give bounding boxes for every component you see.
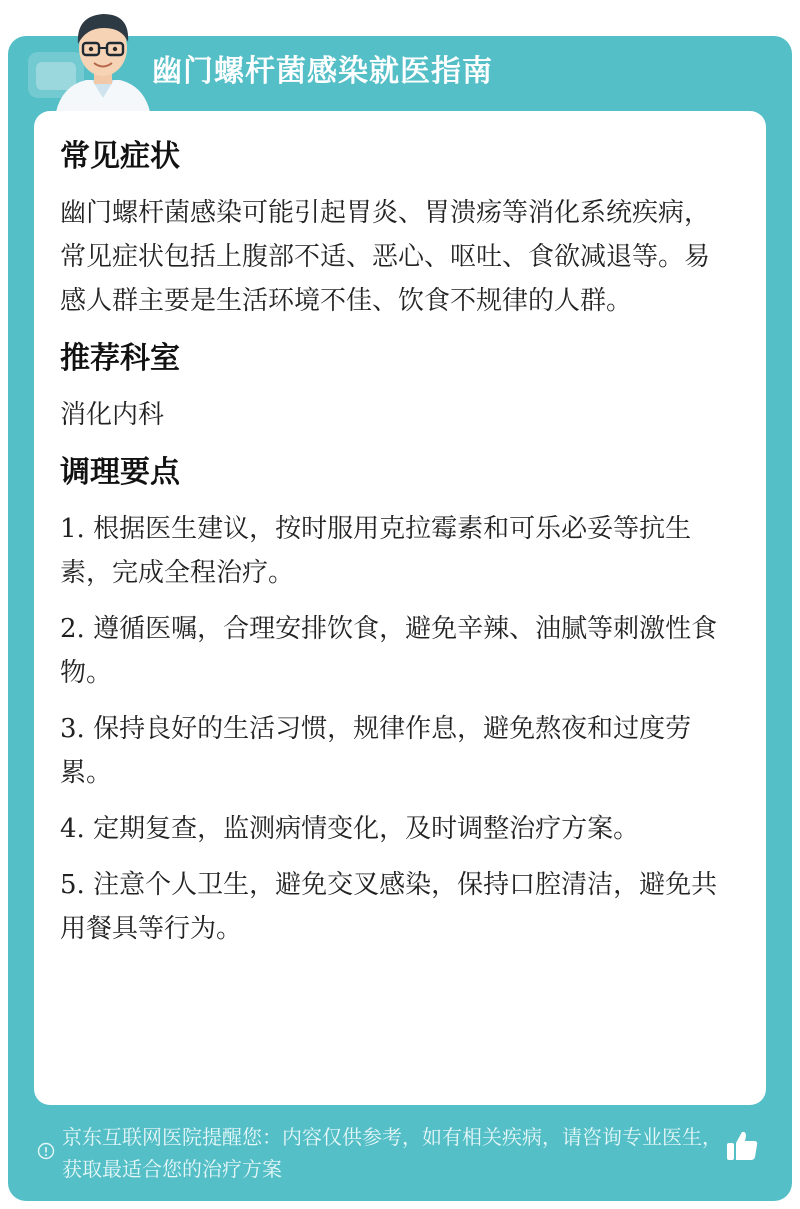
list-item-number: 4. [60, 814, 85, 844]
section-title-care-tips: 调理要点 [60, 455, 180, 490]
list-item-number: 1. [60, 514, 85, 544]
list-item-number: 3. [60, 714, 85, 744]
thumbs-up-icon[interactable] [724, 1128, 760, 1164]
section-title-symptoms: 常见症状 [60, 139, 180, 174]
list-item [60, 707, 730, 795]
list-item-text: 保持良好的生活习惯，规律作息，避免熬夜和过度劳累。 [60, 714, 692, 788]
info-icon [37, 1142, 55, 1160]
list-item-number: 2. [60, 614, 85, 644]
content-card [34, 111, 766, 1105]
list-item [60, 507, 730, 595]
list-item [60, 807, 730, 851]
list-item [60, 607, 730, 695]
content-body [60, 131, 730, 963]
disclaimer-text: 京东互联网医院提醒您：内容仅供参考，如有相关疾病，请咨询专业医生，获取最适合您的治疗方案 [62, 1125, 722, 1181]
list-item-text: 定期复查，监测病情变化，及时调整治疗方案。 [93, 814, 640, 844]
list-item-number: 5. [60, 870, 85, 900]
symptoms-text: 幽门螺杆菌感染可能引起胃炎、胃溃疡等消化系统疾病，常见症状包括上腹部不适、恶心、呕吐、食欲减退等。易感人群主要是生活环境不佳、饮食不规律的人群。 [60, 198, 711, 316]
page-title: 幽门螺杆菌感染就医指南 [152, 54, 493, 89]
doctor-avatar-icon [48, 6, 158, 112]
department-text: 消化内科 [60, 400, 165, 430]
list-item-text: 注意个人卫生，避免交叉感染，保持口腔清洁，避免共用餐具等行为。 [60, 870, 718, 944]
list-item [60, 863, 730, 951]
list-item-text: 遵循医嘱，合理安排饮食，避免辛辣、油腻等刺激性食物。 [60, 614, 718, 688]
care-tips-list [60, 507, 730, 951]
list-item-text: 根据医生建议，按时服用克拉霉素和可乐必妥等抗生素，完成全程治疗。 [60, 514, 692, 588]
section-title-department: 推荐科室 [60, 341, 180, 376]
